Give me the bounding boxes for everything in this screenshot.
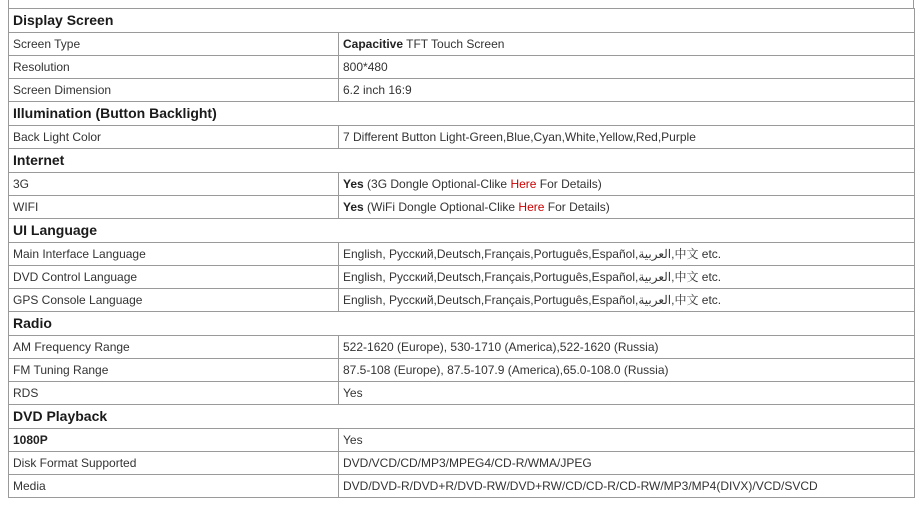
table-row [9, 266, 915, 289]
row-value: English, Русский,Deutsch,Français,Português,Español,العربية,中文 etc. [339, 266, 915, 289]
spec-table [8, 8, 915, 498]
row-label: Screen Type [9, 33, 339, 56]
section-ui-language [9, 219, 915, 243]
row-value: 87.5-108 (Europe), 87.5-107.9 (America),65.0-108.0 (Russia) [339, 359, 915, 382]
row-label: Disk Format Supported [9, 452, 339, 475]
row-label: Back Light Color [9, 126, 339, 149]
value-text: (WiFi Dongle Optional-Clike [363, 200, 519, 214]
row-label: Media [9, 475, 339, 498]
section-title: Radio [9, 312, 915, 336]
table-row [9, 475, 915, 498]
table-top-edge [8, 0, 914, 8]
details-link-wifi[interactable]: Here [518, 200, 545, 214]
row-value: 7 Different Button Light-Green,Blue,Cyan,White,Yellow,Red,Purple [339, 126, 915, 149]
row-label: Screen Dimension [9, 79, 339, 102]
table-row [9, 382, 915, 405]
row-value: English, Русский,Deutsch,Français,Português,Español,العربية,中文 etc. [339, 289, 915, 312]
section-title: UI Language [9, 219, 915, 243]
value-bold: Capacitive [343, 37, 404, 51]
section-internet [9, 149, 915, 173]
row-value [339, 33, 915, 56]
value-bold: Yes [343, 200, 364, 214]
row-value: 6.2 inch 16:9 [339, 79, 915, 102]
row-value [339, 173, 915, 196]
section-radio [9, 312, 915, 336]
table-row [9, 243, 915, 266]
row-label: DVD Control Language [9, 266, 339, 289]
details-link-3g[interactable]: Here [510, 177, 537, 191]
row-label: WIFI [9, 196, 339, 219]
table-row [9, 289, 915, 312]
section-illumination [9, 102, 915, 126]
row-label: Resolution [9, 56, 339, 79]
value-text: For Details) [544, 200, 610, 214]
section-dvd-playback [9, 405, 915, 429]
value-text: For Details) [536, 177, 602, 191]
table-row [9, 359, 915, 382]
value-bold: Yes [343, 177, 364, 191]
row-label: AM Frequency Range [9, 336, 339, 359]
value-text: (3G Dongle Optional-Clike [363, 177, 511, 191]
table-row [9, 452, 915, 475]
table-row [9, 336, 915, 359]
row-value: 522-1620 (Europe), 530-1710 (America),522-1620 (Russia) [339, 336, 915, 359]
section-title: DVD Playback [9, 405, 915, 429]
row-value [339, 196, 915, 219]
section-title: Display Screen [9, 9, 915, 33]
row-label: FM Tuning Range [9, 359, 339, 382]
row-value: Yes [339, 382, 915, 405]
table-row [9, 79, 915, 102]
section-title: Illumination (Button Backlight) [9, 102, 915, 126]
section-title: Internet [9, 149, 915, 173]
table-row [9, 56, 915, 79]
row-value: 800*480 [339, 56, 915, 79]
row-label: 1080P [9, 429, 339, 452]
row-value: DVD/VCD/CD/MP3/MPEG4/CD-R/WMA/JPEG [339, 452, 915, 475]
row-value: DVD/DVD-R/DVD+R/DVD-RW/DVD+RW/CD/CD-R/CD-RW/MP3/MP4(DIVX)/VCD/SVCD [339, 475, 915, 498]
row-value: English, Русский,Deutsch,Français,Português,Español,العربية,中文 etc. [339, 243, 915, 266]
table-row [9, 429, 915, 452]
table-row [9, 173, 915, 196]
table-row [9, 196, 915, 219]
table-row [9, 33, 915, 56]
row-label: RDS [9, 382, 339, 405]
value-text: TFT Touch Screen [403, 37, 505, 51]
row-value: Yes [339, 429, 915, 452]
row-label: 3G [9, 173, 339, 196]
row-label: GPS Console Language [9, 289, 339, 312]
row-label: Main Interface Language [9, 243, 339, 266]
table-row [9, 126, 915, 149]
section-display-screen [9, 9, 915, 33]
